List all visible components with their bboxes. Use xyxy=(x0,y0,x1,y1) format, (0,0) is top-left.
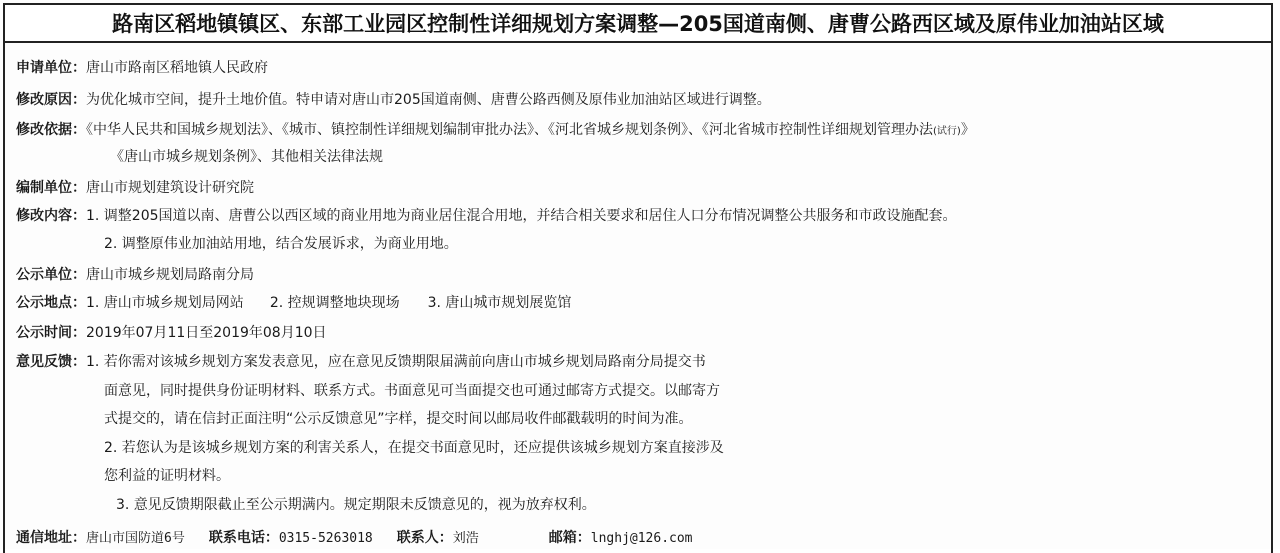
reason-label: 修改原因： xyxy=(16,92,86,108)
publisher-label: 公示单位： xyxy=(16,267,86,283)
content-item-1: 1. 调整205国道以南、唐曹公以西区域的商业用地为商业居住混合用地，并结合相关要求和居住人口分布情况调整公共服务和市政设施配套。 xyxy=(86,208,957,224)
contact-label: 联系人： xyxy=(396,530,453,546)
publisher-value: 唐山市城乡规划局路南分局 xyxy=(86,267,254,283)
reason-value: 为优化城市空间，提升土地价值。特申请对唐山市205国道南侧、唐曹公路西侧及原伟业加油站区域进行调整。 xyxy=(86,92,771,108)
location-item-3: 3. 唐山城市规划展览馆 xyxy=(427,295,572,311)
feedback-line-1: 1. 若你需对该城乡规划方案发表意见，应在意见反馈期限届满前向唐山市城乡规划局路南分局提交书 xyxy=(86,354,706,370)
basis-line1: 《中华人民共和国城乡规划法》、《城市、镇控制性详细规划编制审批办法》、《河北省城乡规划条例》、《河北省城市控制性详细规划管理办法 xyxy=(86,122,933,138)
contact-value: 刘浩 xyxy=(452,531,479,546)
basis-row xyxy=(16,120,975,142)
feedback-line-6: 3. 意见反馈期限截止至公示期满内。规定期限未反馈意见的，视为放弃权利。 xyxy=(116,497,596,513)
feedback-label: 意见反馈： xyxy=(16,354,86,370)
period-row xyxy=(16,323,327,343)
publisher-row xyxy=(16,265,254,285)
address-label: 通信地址： xyxy=(16,530,86,546)
period-label: 公示时间： xyxy=(16,325,86,341)
basis-label: 修改依据： xyxy=(16,122,86,138)
feedback-line-4: 2. 若您认为是该城乡规划方案的利害关系人，在提交书面意见时，还应提供该城乡规划方案直接涉及 xyxy=(104,440,724,456)
email-value: lnghj@126.com xyxy=(590,531,693,546)
period-value: 2019年07月11日至2019年08月10日 xyxy=(86,325,327,341)
email-label: 邮箱： xyxy=(548,530,591,546)
phone-value: 0315-5263018 xyxy=(278,531,373,546)
location-label: 公示地点： xyxy=(16,295,86,311)
basis-line1-small: (试行) xyxy=(933,126,961,137)
contact-footer xyxy=(16,528,693,549)
basis-line2: 《唐山市城乡规划条例》、其他相关法律法规 xyxy=(110,149,383,165)
content-row xyxy=(16,206,957,226)
phone-label: 联系电话： xyxy=(208,530,279,546)
feedback-line-5: 您利益的证明材料。 xyxy=(104,468,230,484)
page-title: 路南区稻地镇镇区、东部工业园区控制性详细规划方案调整—205国道南侧、唐曹公路西区域及原伟业加油站区域 xyxy=(112,12,1164,36)
location-item-1: 1. 唐山市城乡规划局网站 xyxy=(86,295,244,311)
feedback-line-2: 面意见，同时提供身份证明材料、联系方式。书面意见可当面提交也可通过邮寄方式提交。以邮寄方 xyxy=(104,383,720,399)
location-row xyxy=(16,293,571,313)
basis-line1-end: 》 xyxy=(960,122,975,138)
applicant-row xyxy=(16,58,268,78)
address-value: 唐山市国防道6号 xyxy=(86,531,185,546)
applicant-label: 申请单位： xyxy=(16,60,86,76)
feedback-line-3: 式提交的，请在信封正面注明“公示反馈意见”字样，提交时间以邮局收件邮戳载明的时间为准。 xyxy=(104,411,693,427)
location-item-2: 2. 控规调整地块现场 xyxy=(269,295,400,311)
compiler-row xyxy=(16,178,254,198)
applicant-value: 唐山市路南区稻地镇人民政府 xyxy=(86,60,268,76)
compiler-value: 唐山市规划建筑设计研究院 xyxy=(86,180,254,196)
reason-row xyxy=(16,90,771,110)
content-label: 修改内容： xyxy=(16,208,86,224)
content-item-2: 2. 调整原伟业加油站用地，结合发展诉求，为商业用地。 xyxy=(104,236,458,252)
compiler-label: 编制单位： xyxy=(16,180,86,196)
feedback-row xyxy=(16,352,706,372)
title-bar xyxy=(3,3,1273,43)
